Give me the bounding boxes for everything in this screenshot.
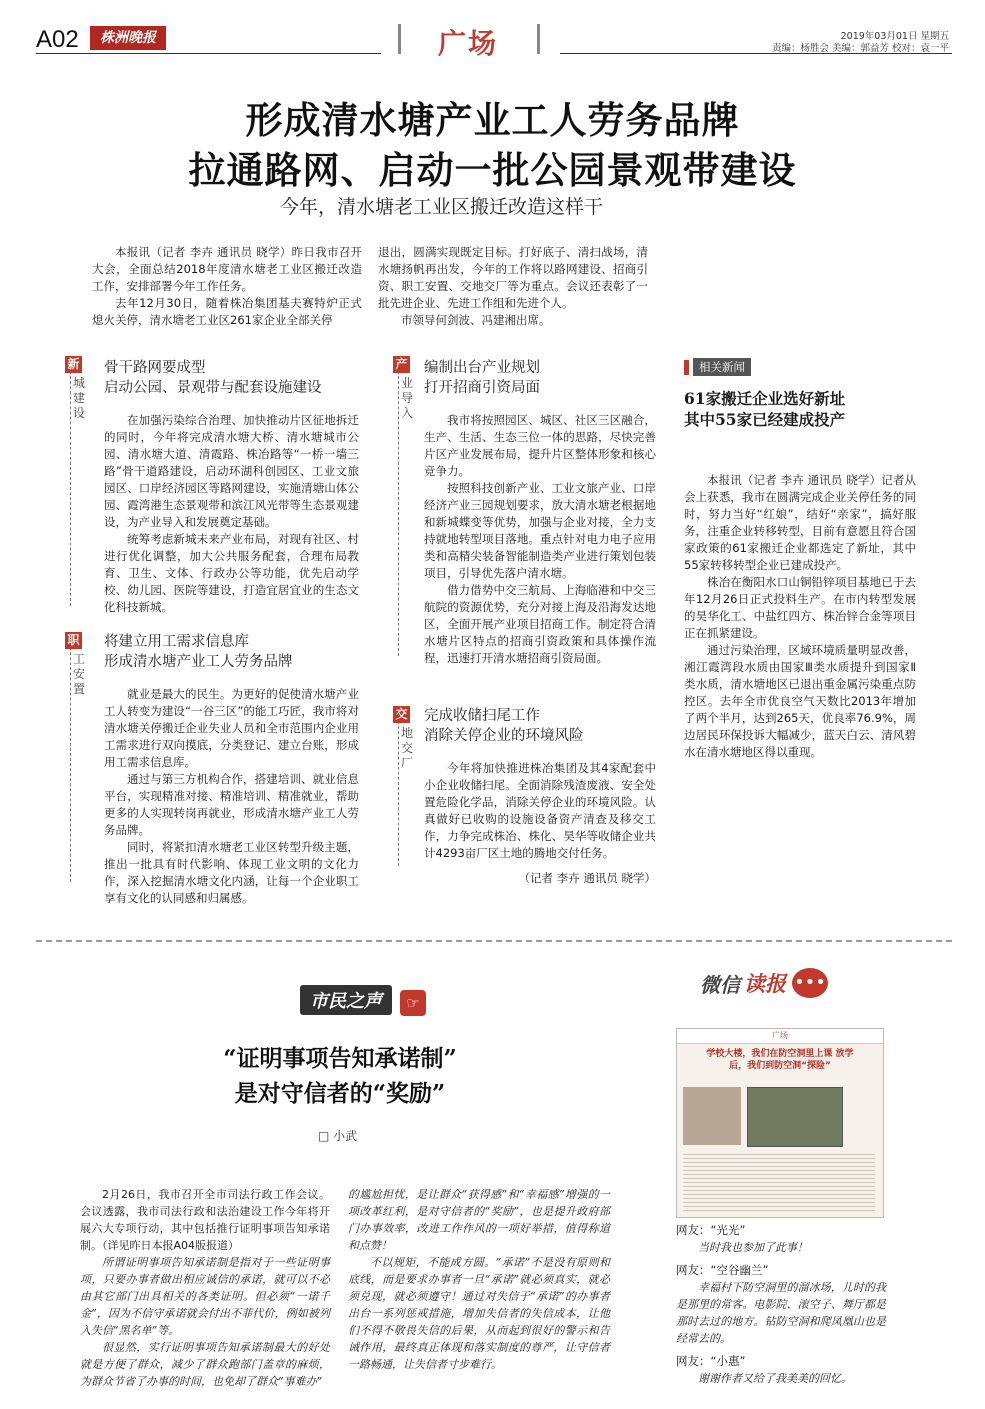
section-2 (104, 632, 359, 907)
comment-text: 当时我也参加了此事！ (698, 1241, 808, 1254)
section-tag-land: 交 地交厂 (398, 706, 419, 866)
comment-text: 谢谢作者又给了我美美的回忆。 (698, 1372, 852, 1385)
byline: （记者 李卉 通讯员 晓学） (518, 871, 656, 885)
header-divider-left (398, 24, 401, 54)
body-paragraph: 不以规矩，不能成方圆。“承诺”不是没有原则和底线，而是要求办事者一旦“承诺”就必须真实，就必须兑现，就必须遵守！通过对失信于“承诺”的办事者出台一系列惩戒措施，增加失信者的失信成本，让他们不得不敬畏失信的后果，从而起到很好的警示和告诫作用，最终真正体现和落实制度的尊严，让守信者一路畅通，让失信者寸步难行。 (348, 1256, 610, 1371)
section-3 (424, 358, 656, 667)
section-title: 广场 (438, 27, 499, 60)
related-label-text: 相关新闻 (693, 358, 751, 376)
citizen-logo-text: 市民之声 (300, 985, 392, 1015)
issue-date: 2019年03月01日 星期五 (840, 31, 949, 42)
body-paragraph: 就业是最大的民生。为更好的促使清水塘产业工人转变为建设“一谷三区”的能工巧匠，我市将对清水塘关停搬迁企业失业人员和全市范围内企业用工需求进行双向摸底，分类登记、建立台账，形成用工需求信息库。 (104, 687, 359, 769)
intro-col-left (92, 244, 362, 329)
section-title: 骨干路网要成型 (104, 360, 206, 376)
thumb-photo (747, 1087, 843, 1147)
headline-line-1: 形成清水塘产业工人劳务品牌 (245, 99, 740, 142)
section-title: 编制出台产业规划 (424, 360, 540, 376)
body-paragraph: 在加强污染综合治理、加快推动片区征地拆迁的同时，今年将完成清水塘大桥、清水塘城市公园、清水塘大道、清霞路、株冶路等“一桥一墙三路”骨干道路建设，启动环湖科创园区、工业文旅园区、口岸经济园区等路网建设，实施清塘山体公园、霞湾港生态景观带和滨江风光带等生态景观建设，为产业导入和发展奠定基础。 (104, 413, 359, 529)
comment-user: 网友：“空谷幽兰” (676, 1263, 769, 1277)
body-paragraph: 所谓证明事项告知承诺制是指对于一些证明事项，只要办事者做出相应诚信的承诺，就可以不必由其它部门出具相关的各类证明。但必须“一诺千金”，因为不信守承诺就会付出不菲代价，例如被列入失信“黑名单”等。 (80, 1256, 330, 1337)
citizen-title-2: 是对守信者的“奖励” (234, 1080, 446, 1107)
paper-logo: 株洲晚报 (90, 26, 166, 50)
thumb-headline: 学校大楼，我们在防空洞里上课 放学后，我们到防空洞“探险” (706, 1049, 854, 1071)
citizen-logo (300, 985, 426, 1016)
section-tag-worker: 职 工安置 (70, 632, 91, 882)
thumb-masthead: 广场 (677, 1029, 883, 1044)
megaphone-icon: ☞ (400, 990, 426, 1016)
citizen-author: □ 小武 (318, 1129, 358, 1143)
body-paragraph: 同时，将紧扣清水塘老工业区转型升级主题，推出一批具有时代影响、体现工业文明的文化力作，深入挖掘清水塘文化内涵，让每一个企业职工享有文化的认同感和归属感。 (104, 840, 359, 905)
subheadline: 今年，清水塘老工业区搬迁改造这样干 (280, 196, 604, 218)
staff-credits: 责编：杨胜会 美编：郭益芳 校对：袁一平 (771, 43, 949, 54)
body-paragraph: 借力借势中交三航局、上海临港和中交三航院的资源优势，充分对接上海及沿海发达地区，全面开展产业项目招商工作。制定符合清水塘片区特点的招商引资政策和具体操作流程，迅速打开清水塘招商引资局面。 (424, 583, 656, 665)
related-title: 其中55家已经建成投产 (684, 410, 846, 429)
section-tag-new-city: 新 城建设 (70, 356, 91, 606)
section-tag-industry: 产 业导入 (398, 356, 419, 656)
intro-paragraph: 去年12月30日，随着株冶集团基夫赛特炉正式熄火关停，清水塘老工业区261家企业全部关停 (92, 296, 362, 327)
body-paragraph: 的尴尬担忧，是让群众“获得感”和“幸福感”增强的一项改革红利，是对守信者的“奖励”，也是提升政府部门办事效率，改进工作作风的一项好举措，值得称道和点赞！ (348, 1188, 610, 1252)
headline-line-2: 拉通路网、启动一批公园景观带建设 (188, 149, 797, 192)
chat-bubble-icon: ••• (792, 968, 828, 998)
body-paragraph: 按照科技创新产业、工业文旅产业、口岸经济产业三园规划要求，放大清水塘老根据地和新城蝶变等优势，加强与企业对接，全力支持就地转型项目落地。重点针对电力电子应用类和高精尖装备智能制造类产业进行策划包装项目，引导优先落户清水塘。 (424, 481, 656, 580)
section-title: 形成清水塘产业工人劳务品牌 (104, 654, 293, 670)
section-title: 启动公园、景观带与配套设施建设 (104, 380, 322, 396)
intro-paragraph: 退出，圆满实现既定目标。打好底子、清扫战场，清水塘扬帆再出发，今年的工作将以路网建设、招商引资、职工安置、交地交厂等为重点。会议还表彰了一批先进企业、先进工作组和先进个人。 (378, 245, 648, 310)
body-paragraph: 2月26日，我市召开全市司法行政工作会议。会议透露，我市司法行政和法治建设工作今年将开展六大专项行动，其中包括推行证明事项告知承诺制。（详见昨日本报A04版报道） (80, 1188, 330, 1252)
body-paragraph: 很显然，实行证明事项告知承诺制最大的好处就是方便了群众，减少了群众跑部门盖章的麻烦，为群众节省了办事的时间，也免却了群众“事难办” (80, 1341, 330, 1388)
section-1 (104, 358, 359, 616)
wechat-logo-word2: 读报 (744, 972, 786, 996)
wechat-logo-word1: 微信 (700, 972, 740, 997)
body-paragraph: 通过污染治理，区域环境质量明显改善，湘江霞湾段水质由国家Ⅲ类水质提升到国家Ⅱ类水质，清水塘地区已退出重金属污染重点防控区。去年全市优良空气天数比2013年增加了两个半月，达到265天，优良率76.9%，周边居民环保投诉大幅减少，蓝天白云、清风碧水在清水塘地区得以重现。 (684, 643, 916, 759)
section-title: 将建立用工需求信息库 (104, 634, 249, 650)
related-marker-icon (684, 360, 689, 375)
related-label (684, 358, 916, 376)
citizen-title-1: “证明事项告知承诺制” (223, 1045, 457, 1072)
body-paragraph: 本报讯（记者 李卉 通讯员 晓学）记者从会上获悉，我市在圆满完成企业关停任务的同时，努力当好“红娘”，结好“亲家”，搞好服务，注重企业转移转型，目前有意愿且符合国家政策的61家搬迁企业都选定了新址，其中55家转移转型企业已建成投产。 (684, 473, 916, 572)
page-header (0, 0, 985, 60)
intro-paragraph: 市领导何剑波、冯建湘出席。 (401, 313, 551, 327)
related-title: 61家搬迁企业选好新址 (684, 389, 846, 408)
page-number: A02 (36, 26, 79, 53)
wechat-thumbnail (676, 1028, 884, 1218)
section-divider (36, 940, 952, 942)
body-paragraph: 今年将加快推进株冶集团及其4家配套中小企业收储扫尾。全面消除残渣废液、安全处置危险化学品，消除关停企业的环境风险。认真做好已收购的设施设备资产清查及移交工作，力争完成株冶、株化、昊华等收储企业共计4293亩厂区土地的腾地交付任务。 (424, 761, 656, 860)
section-title: 完成收储扫尾工作 (424, 708, 540, 724)
section-title: 打开招商引资局面 (424, 380, 540, 396)
thumb-text-block (683, 1151, 875, 1211)
body-paragraph: 通过与第三方机构合作，搭建培训、就业信息平台，实现精准对接、精准培训、精准就业，帮助更多的人实现转岗再就业，形成清水塘产业工人劳务品牌。 (104, 772, 359, 837)
wechat-comments (676, 1222, 886, 1387)
section-title: 消除关停企业的环境风险 (424, 728, 584, 744)
comment-text: 幸福村下防空洞里的溜冰场，儿时的我是那里的常客。电影院、滚空子、舞厅都是那时去过的地方。钻防空洞和爬凤凰山也是经常去的。 (676, 1281, 886, 1345)
citizen-col-left (80, 1186, 330, 1390)
related-news (684, 358, 916, 761)
section-4 (424, 706, 656, 886)
header-divider-right (537, 24, 540, 54)
intro-paragraph: 本报讯（记者 李卉 通讯员 晓学）昨日我市召开大会，全面总结2018年度清水塘老工业区搬迁改造工作，安排部署今年工作任务。 (92, 245, 362, 293)
comment-user: 网友：“光光” (676, 1223, 746, 1237)
body-paragraph: 株冶在衡阳水口山铜铅锌项目基地已于去年12月26日正式投料生产。在市内转型发展的昊华化工、中盐红四方、株冶锌合金等项目正在抓紧建设。 (684, 575, 916, 640)
citizen-col-right (348, 1186, 610, 1373)
body-paragraph: 统筹考虑新城未来产业布局，对现有社区、村进行优化调整，加大公共服务配套，合理布局教育、卫生、文体、行政办公等功能，优先启动学校、幼儿园、医院等建设，打造宜居宜业的生态文化科技新城。 (104, 532, 359, 614)
header-rule-left (36, 53, 381, 54)
thumb-photo (683, 1087, 741, 1145)
intro-col-right (378, 244, 648, 329)
comment-user: 网友：“小惠” (676, 1354, 746, 1368)
wechat-logo (700, 968, 828, 998)
body-paragraph: 我市将按照园区、城区、社区三区融合，生产、生活、生态三位一体的思路，尽快完善片区产业发展布局，提升片区整体形象和核心竞争力。 (424, 413, 656, 478)
